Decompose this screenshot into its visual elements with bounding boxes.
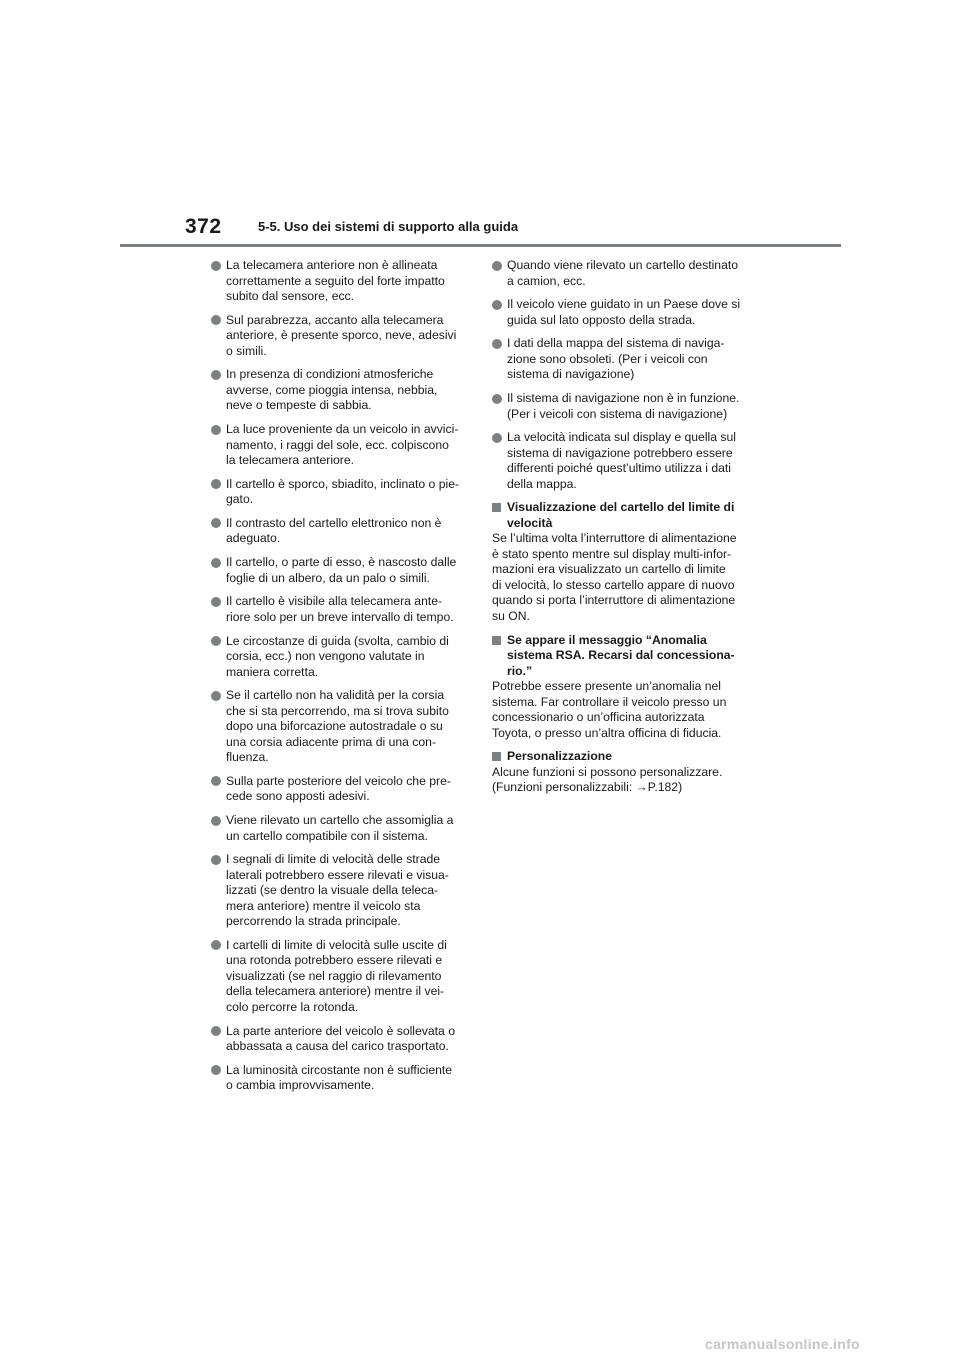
bullet-dot-icon [211,816,221,826]
bullet-dot-icon [492,261,502,271]
subsection-body: Potrebbe essere presente un’anomalia nel sistema. Far controllare il veicolo presso un concessionario o un’officina autorizzata Toyota, o presso un’altra officina di fiducia. [492,679,727,740]
list-item: Sulla parte posteriore del veicolo che pre- cede sono apposti adesivi. [211,774,467,805]
watermark-logo: carmanualsonline.info [705,1336,860,1352]
bullet-dot-icon [211,1065,221,1075]
list-item: I segnali di limite di velocità delle strade laterali potrebbero essere rilevati e visua- lizzati (se dentro la visuale della teleca- mera anteriore) mentre il veicolo sta percorrendo la strada principale. [211,852,467,930]
list-item: La luce proveniente da un veicolo in avvici- namento, i raggi del sole, ecc. colpiscono la telecamera anteriore. [211,422,467,469]
list-item: La velocità indicata sul display e quella sul sistema di navigazione potrebbero essere differenti poiché quest’ultimo utilizza i dati della mappa. [492,430,748,492]
bullet-dot-icon [211,597,221,607]
section-title: 5-5. Uso dei sistemi di supporto alla guida [258,219,519,234]
list-item: Viene rilevato un cartello che assomiglia a un cartello compatibile con il sistema. [211,813,467,844]
bullet-dot-icon [211,425,221,435]
list-item: Il cartello è sporco, sbiadito, inclinato o pie- gato. [211,477,467,508]
square-bullet-icon [492,752,501,761]
bullet-dot-icon [492,433,502,443]
list-item: Il contrasto del cartello elettronico non è adeguato. [211,516,467,547]
subsection-heading: Personalizzazione [492,749,748,765]
list-item: Il cartello, o parte di esso, è nascosto dalle foglie di un albero, da un palo o simili. [211,555,467,586]
list-item: La parte anteriore del veicolo è sollevata o abbassata a causa del carico trasportato. [211,1024,467,1055]
list-item: I dati della mappa del sistema di naviga- zione sono obsoleti. (Per i veicoli con sistema di navigazione) [492,336,748,383]
right-column [492,258,748,804]
bullet-dot-icon [211,370,221,380]
bullet-dot-icon [211,315,221,325]
list-item: Il veicolo viene guidato in un Paese dove si guida sul lato opposto della strada. [492,297,748,328]
square-bullet-icon [492,636,501,645]
list-item: La luminosità circostante non è sufficiente o cambia improvvisamente. [211,1063,467,1094]
bullet-dot-icon [211,855,221,865]
left-column [211,258,467,1102]
list-item: La telecamera anteriore non è allineata correttamente a seguito del forte impatto subito dal sensore, ecc. [211,258,467,305]
subsection-heading: Visualizzazione del cartello del limite di velocità [492,500,748,531]
bullet-dot-icon [211,518,221,528]
header-divider [120,244,841,247]
page-number: 372 [185,215,222,238]
list-item: Il sistema di navigazione non è in funzione. (Per i veicoli con sistema di navigazione) [492,391,748,422]
bullet-dot-icon [492,339,502,349]
bullet-dot-icon [211,636,221,646]
page-header [0,0,960,250]
bullet-dot-icon [211,1026,221,1036]
bullet-dot-icon [211,558,221,568]
list-item: In presenza di condizioni atmosferiche avverse, come pioggia intensa, nebbia, neve o tempeste di sabbia. [211,367,467,414]
list-item: Il cartello è visibile alla telecamera ante- riore solo per un breve intervallo di tempo. [211,594,467,625]
list-item: Quando viene rilevato un cartello destinato a camion, ecc. [492,258,748,289]
square-bullet-icon [492,503,501,512]
bullet-dot-icon [211,776,221,786]
list-item: Sul parabrezza, accanto alla telecamera anteriore, è presente sporco, neve, adesivi o simili. [211,313,467,360]
bullet-dot-icon [211,691,221,701]
bullet-dot-icon [211,940,221,950]
bullet-dot-icon [492,300,502,310]
subsection-body: Se l’ultima volta l’interruttore di alimentazione è stato spento mentre sul display multi-infor- mazioni era visualizzato un cartello di limite di velocità, lo stesso cartello appare di nuovo quando si porta l’interruttore di alimentazione su ON. [492,531,737,623]
subsection-heading: Se appare il messaggio “Anomalia sistema RSA. Recarsi dal concessiona- rio.” [492,633,748,680]
bullet-dot-icon [492,394,502,404]
subsection-body: Alcune funzioni si possono personalizzare. (Funzioni personalizzabili: →P.182) [492,764,723,795]
list-item: I cartelli di limite di velocità sulle uscite di una rotonda potrebbero essere rilevati e visualizzati (se nel raggio di rilevamento della telecamera anteriore) mentre il vei- colo percorre la rotonda. [211,938,467,1016]
bullet-dot-icon [211,479,221,489]
list-item: Se il cartello non ha validità per la corsia che si sta percorrendo, ma si trova subito dopo una biforcazione autostradale o su una corsia adiacente prima di una con- fluenza. [211,688,467,766]
bullet-dot-icon [211,261,221,271]
list-item: Le circostanze di guida (svolta, cambio di corsia, ecc.) non vengono valutate in maniera corretta. [211,634,467,681]
